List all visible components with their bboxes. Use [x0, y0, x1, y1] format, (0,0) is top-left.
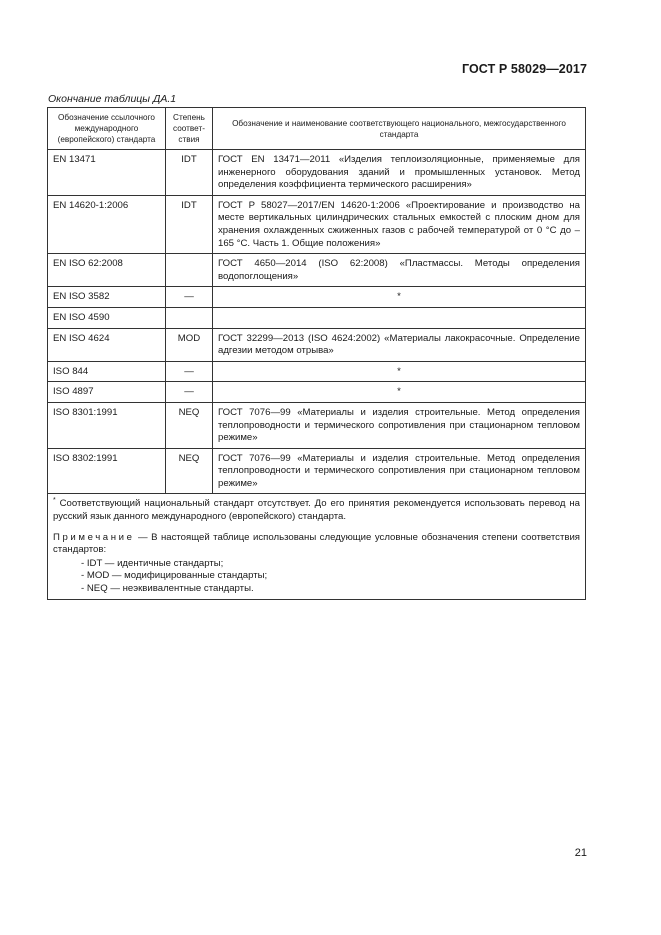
table-row: [48, 402, 586, 448]
table-row: [48, 150, 586, 196]
degree-cell: NEQ: [166, 448, 213, 494]
table-header-row: [48, 108, 586, 150]
national-standard-cell: ГОСТ 4650—2014 (ISO 62:2008) «Пластмассы. Методы определения водопоглощения»: [213, 254, 586, 287]
degree-cell: [166, 307, 213, 328]
footnote: [53, 498, 580, 523]
legend-item: - NEQ — неэквивалентные стандарты.: [81, 583, 254, 595]
national-standard-cell: ГОСТ EN 13471—2011 «Изделия теплоизоляционные, применяемые для инженерного оборудования зданий и промышленных установок. Метод определения коэффициента термического расширения»: [213, 150, 586, 196]
legend-item: - IDT — идентичные стандарты;: [81, 557, 224, 569]
national-standard-cell: ГОСТ 32299—2013 (ISO 4624:2002) «Материалы лакокрасочные. Определение адгезии методом отрыва»: [213, 328, 586, 361]
legend-item: - MOD — модифицированные стандарты;: [81, 570, 268, 582]
column-header-degree: Степень соответ-ствия: [166, 108, 213, 150]
degree-legend-list: [53, 558, 580, 596]
degree-cell: IDT: [166, 195, 213, 253]
reference-standard-cell: EN ISO 4590: [48, 307, 166, 328]
column-header-reference-standard: Обозначение ссылочного международного (европейского) стандарта: [48, 108, 166, 150]
degree-cell: —: [166, 382, 213, 403]
national-standard-cell: [213, 307, 586, 328]
table-row: [48, 307, 586, 328]
correspondence-table: [47, 107, 586, 600]
table-caption: Окончание таблицы ДА.1: [48, 93, 177, 105]
reference-standard-cell: EN 14620-1:2006: [48, 195, 166, 253]
table-notes-row: [48, 494, 586, 599]
national-standard-cell: ГОСТ 7076—99 «Материалы и изделия строительные. Метод определения теплопроводности и термического сопротивления при стационарном тепловом режиме»: [213, 448, 586, 494]
reference-standard-cell: ISO 844: [48, 361, 166, 382]
reference-standard-cell: ISO 8302:1991: [48, 448, 166, 494]
national-standard-cell: ГОСТ Р 58027—2017/EN 14620-1:2006 «Проектирование и производство на месте вертикальных цилиндрических стальных емкостей с плоским дном для хранения охлажденных сжиженных газов с рабочей температурой от 0 °С до –165 °С. Часть 1. Общие положения»: [213, 195, 586, 253]
degree-cell: [166, 254, 213, 287]
reference-standard-cell: EN ISO 4624: [48, 328, 166, 361]
table-row: [48, 287, 586, 308]
table-notes-cell: [48, 494, 586, 599]
footnote-mark: *: [53, 497, 56, 505]
table-row: [48, 328, 586, 361]
footnote-text: Соответствующий национальный стандарт отсутствует. До его принятия рекомендуется использовать перевод на русский язык данного международного (европейского) стандарта.: [53, 498, 580, 523]
reference-standard-cell: EN 13471: [48, 150, 166, 196]
degree-cell: —: [166, 287, 213, 308]
national-standard-cell: *: [213, 361, 586, 382]
table-row: [48, 382, 586, 403]
degree-cell: MOD: [166, 328, 213, 361]
page-number: 21: [574, 847, 587, 859]
national-standard-cell: *: [213, 382, 586, 403]
reference-standard-cell: EN ISO 3582: [48, 287, 166, 308]
degree-cell: IDT: [166, 150, 213, 196]
table-row: [48, 448, 586, 494]
reference-standard-cell: EN ISO 62:2008: [48, 254, 166, 287]
national-standard-cell: *: [213, 287, 586, 308]
degree-cell: NEQ: [166, 402, 213, 448]
note-text: — В настоящей таблице использованы следующие условные обозначения степени соответствия стандартов:: [53, 531, 580, 556]
document-code: ГОСТ Р 58029—2017: [461, 62, 587, 76]
table-row: [48, 254, 586, 287]
degree-cell: —: [166, 361, 213, 382]
table-row: [48, 195, 586, 253]
column-header-national-standard: Обозначение и наименование соответствующего национального, межгосударственного стандарта: [213, 108, 586, 150]
reference-standard-cell: ISO 4897: [48, 382, 166, 403]
national-standard-cell: ГОСТ 7076—99 «Материалы и изделия строительные. Метод определения теплопроводности и термического сопротивления при стационарном тепловом режиме»: [213, 402, 586, 448]
note: [53, 532, 580, 557]
note-label: Примечание: [53, 531, 135, 543]
table-row: [48, 361, 586, 382]
reference-standard-cell: ISO 8301:1991: [48, 402, 166, 448]
